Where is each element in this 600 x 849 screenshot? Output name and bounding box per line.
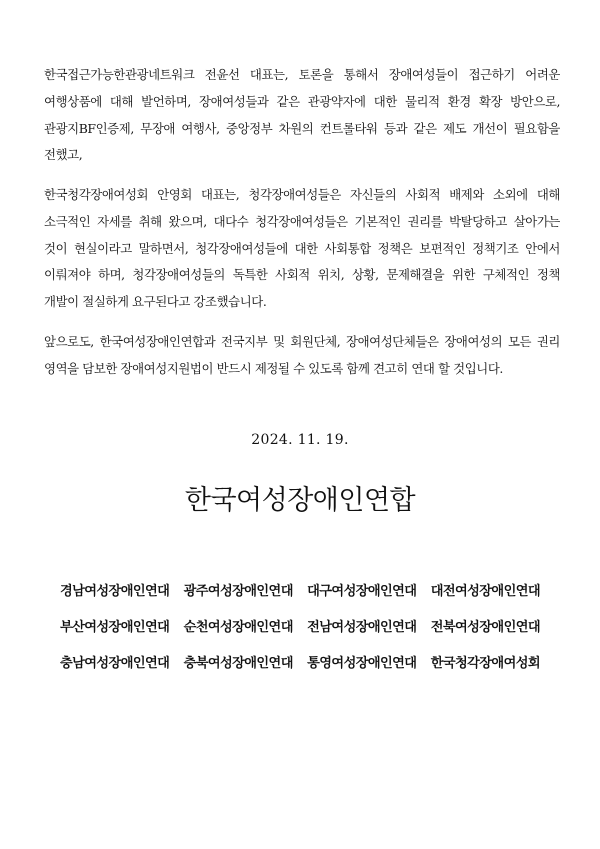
- paragraph-solidarity: [44, 329, 560, 383]
- member-row: [60, 610, 540, 646]
- member-org: 경남여성장애인연대: [60, 584, 170, 599]
- member-org: 대구여성장애인연대: [307, 584, 417, 599]
- paragraph-line: 전했고,: [44, 147, 83, 163]
- member-org: 광주여성장애인연대: [183, 584, 293, 599]
- organization-name: 한국여성장애인연합: [184, 485, 416, 516]
- member-row: [60, 646, 540, 682]
- member-org: 충북여성장애인연대: [183, 656, 293, 671]
- member-org: 전북여성장애인연대: [430, 620, 540, 635]
- paragraph-line: 이뤄져야 하며, 청각장애여성들의 독특한 사회적 위치, 상황, 문제해결을 위한 구체적인 정책: [44, 267, 560, 283]
- paragraph-line: 것이 현실이라고 말하면서, 청각장애여성들에 대한 사회통합 정책은 보편적인 정책기조 안에서: [44, 240, 560, 256]
- member-org: 충남여성장애인연대: [60, 656, 170, 671]
- document-date: 2024. 11. 19.: [251, 432, 349, 448]
- paragraph-line: 한국청각장애여성회 안영회 대표는, 청각장애여성들은 자신들의 사회적 배제와 소외에 대해: [44, 187, 560, 202]
- paragraph-line: 개발이 절실하게 요구된다고 강조했습니다.: [44, 294, 267, 310]
- member-org: 한국청각장애여성회: [430, 656, 540, 671]
- member-org: 대전여성장애인연대: [430, 584, 540, 599]
- member-org: 부산여성장애인연대: [60, 620, 170, 635]
- member-org: 통영여성장애인연대: [307, 656, 417, 671]
- member-org: 순천여성장애인연대: [183, 620, 293, 635]
- paragraph-line: 영역을 담보한 장애여성지원법이 반드시 제정될 수 있도록 함께 견고히 연대 할 것입니다.: [44, 360, 503, 376]
- paragraph-line: 관광지BF인증제, 무장애 여행사, 중앙정부 차원의 컨트롤타워 등과 같은 제도 개선이 필요함을: [44, 120, 560, 136]
- paragraph-line: 앞으로도, 한국여성장애인연합과 전국지부 및 회원단체, 장애여성단체들은 장애여성의 모든 권리: [44, 334, 560, 349]
- paragraph-hearing-impaired: [44, 182, 560, 316]
- member-org: 전남여성장애인연대: [307, 620, 417, 635]
- paragraph-tourism-network: [44, 62, 560, 169]
- member-organizations: [60, 574, 540, 682]
- member-row: [60, 574, 540, 610]
- paragraph-line: 여행상품에 대해 발언하며, 장애여성들과 같은 관광약자에 대한 물리적 환경 확장 방안으로,: [44, 93, 560, 109]
- paragraph-line: 한국접근가능한관광네트워크 전윤선 대표는, 토론을 통해서 장애여성들이 접근하기 어려운: [44, 67, 560, 82]
- paragraph-line: 소극적인 자세를 취해 왔으며, 대다수 청각장애여성들은 기본적인 권리를 박탈당하고 살아가는: [44, 213, 560, 229]
